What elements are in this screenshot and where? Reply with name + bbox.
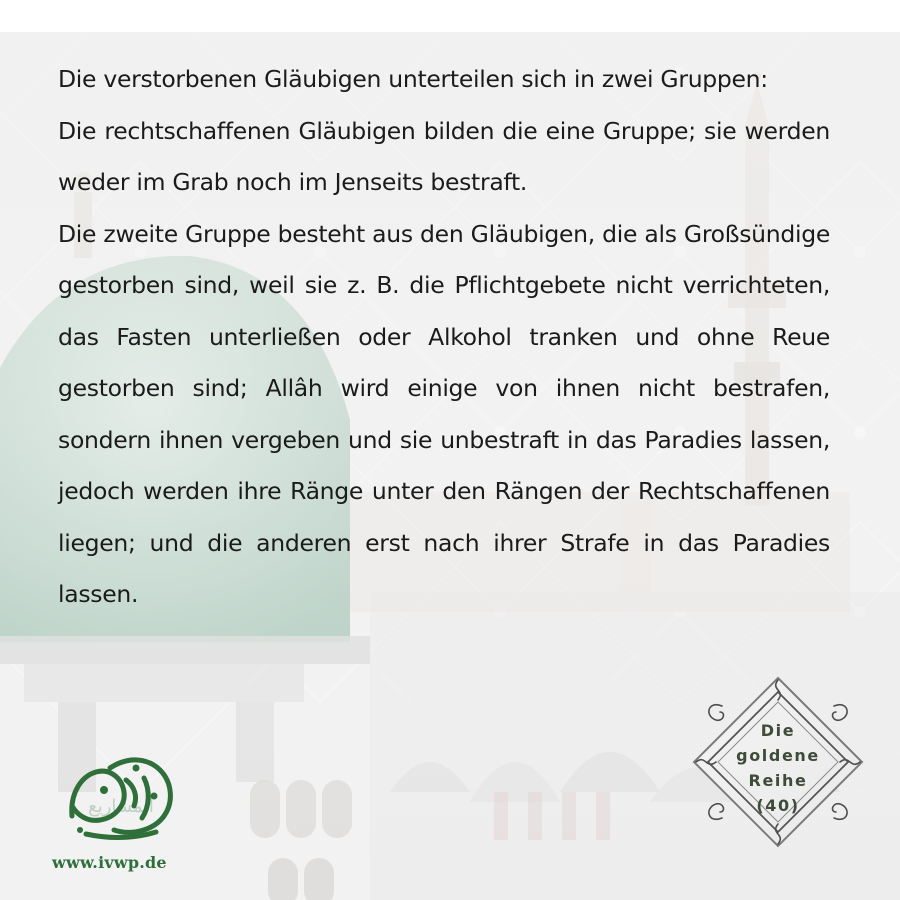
article-paragraph-3: Die zweite Gruppe besteht aus den Gläubigen, die als Großsündige gestorben sind, weil sie z. B. die Pflichtgebete nicht verrichteten, das Fasten unterließen oder Alkohol tranken und ohne Reue gestorben sind; Allâh wird einige von ihnen nicht bestrafen, sondern ihnen vergeben und sie unbestraft in das Paradies lassen, jedoch werden ihre Ränge unter den Rängen der Rechtschaffenen liegen; und die anderen erst nach ihrer Strafe in das Paradies lassen.	[58, 219, 830, 608]
article-text	[58, 54, 830, 621]
series-label-line-2: goldene	[736, 746, 820, 765]
series-label-line-3: Reihe	[748, 771, 808, 790]
top-white-strip	[0, 0, 900, 32]
series-label	[700, 718, 856, 818]
series-label-line-4: (40)	[756, 796, 800, 815]
article-paragraph-2: Die rechtschaffenen Gläubigen bilden die eine Gruppe; sie werden weder im Grab noch im Jenseits bestraft.	[58, 116, 830, 196]
series-label-line-1: Die	[760, 721, 796, 740]
logo-arabic-text: المشاريع	[88, 796, 154, 817]
website-url: www.ivwp.de	[52, 853, 167, 872]
arabic-calligraphy-logo-icon	[52, 748, 190, 848]
article-paragraph-1: Die verstorbenen Gläubigen unterteilen sich in zwei Gruppen:	[58, 65, 768, 93]
